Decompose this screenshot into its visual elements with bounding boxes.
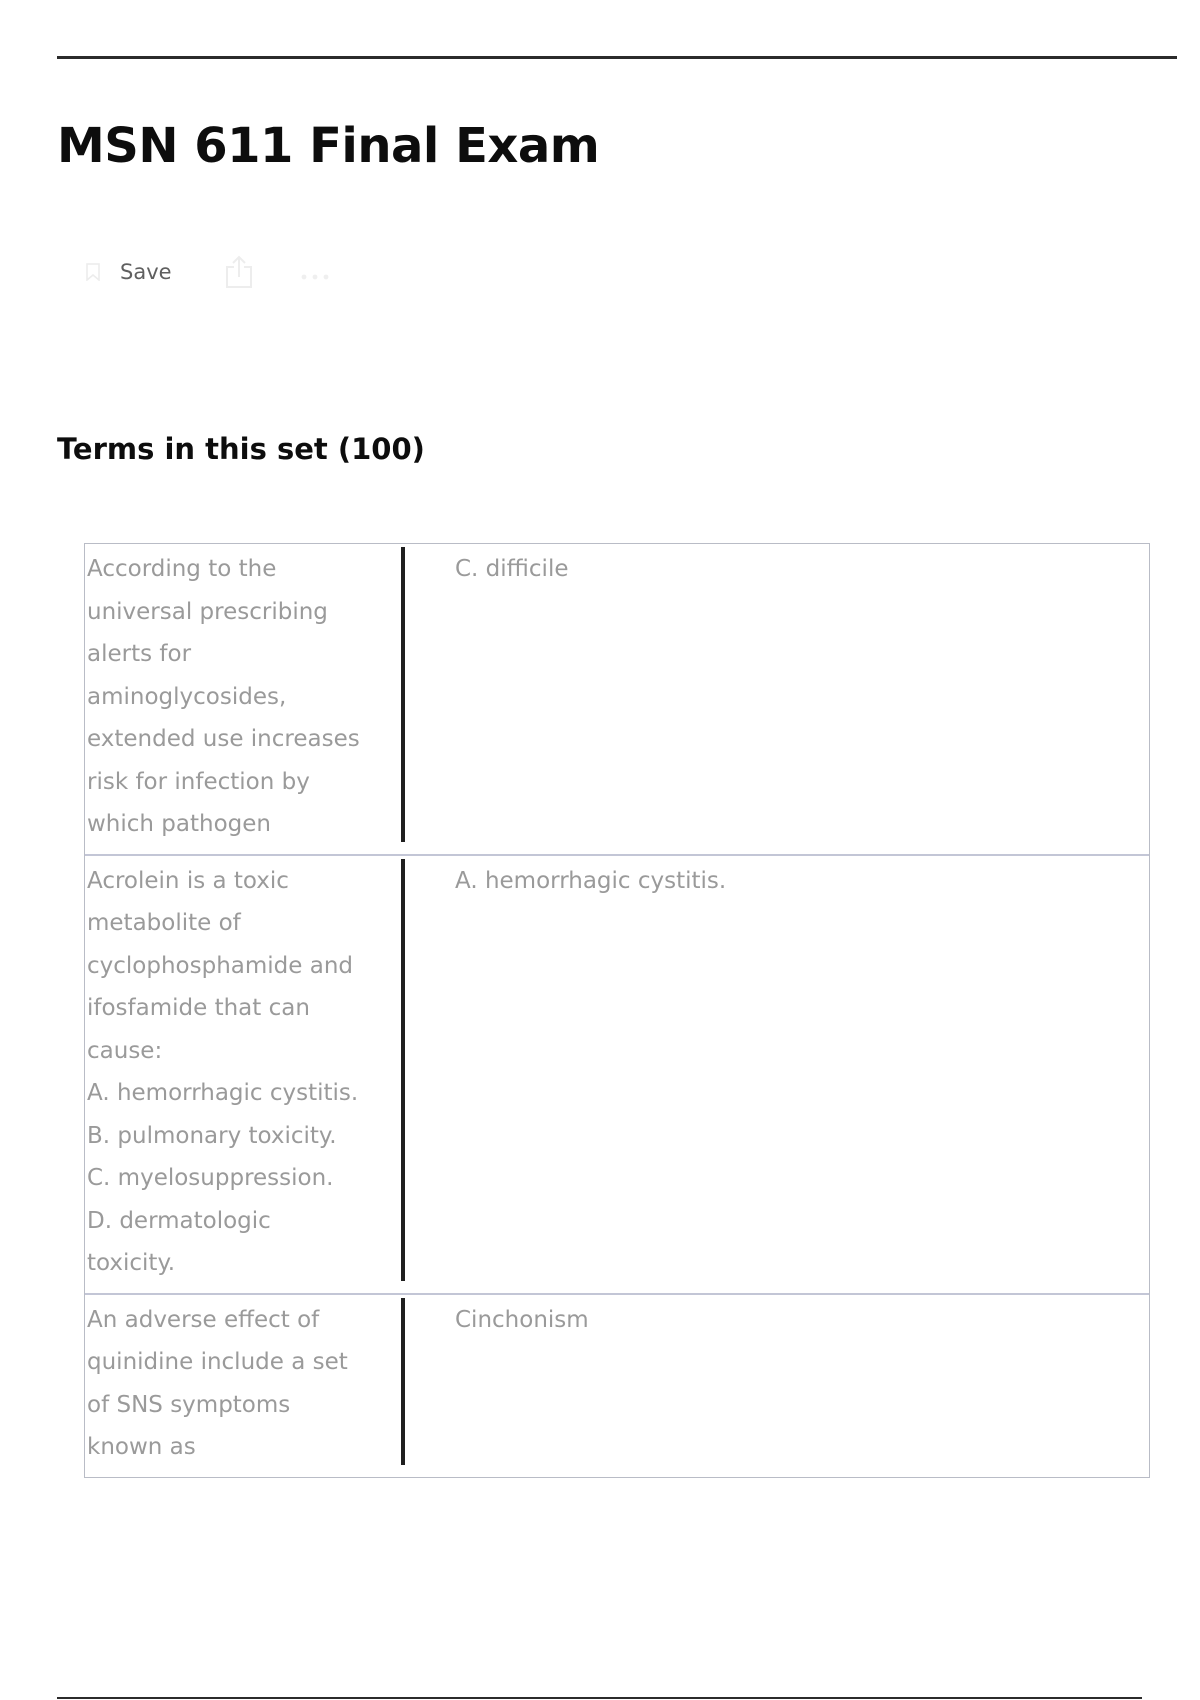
definition-text: A. hemorrhagic cystitis. <box>455 867 727 894</box>
term-text: An adverse effect of quinidine include a set of SNS symptoms known as <box>87 1306 348 1460</box>
term-row <box>85 854 1149 1293</box>
more-options-button[interactable] <box>300 267 330 277</box>
save-label: Save <box>120 260 172 284</box>
set-toolbar <box>86 254 330 290</box>
terms-heading: Terms in this set (100) <box>57 432 425 466</box>
share-button[interactable] <box>224 255 254 289</box>
term-text: According to the universal prescribing alerts for aminoglycosides, extended use increases risk for infection by which pathogen <box>87 556 360 837</box>
term-row <box>85 1293 1149 1477</box>
top-rule <box>57 56 1177 59</box>
bottom-rule <box>57 1697 1142 1699</box>
definition-text: C. difficile <box>455 556 569 582</box>
page-title: MSN 611 Final Exam <box>57 118 600 174</box>
term-row <box>85 544 1149 854</box>
more-icon <box>300 267 330 277</box>
term-text: Acrolein is a toxic metabolite of cyclophosphamide and ifosfamide that can cause: A. hemorrhagic cystitis. B. pulmonary toxicity. C. myelosuppression. D. dermatologic toxicity. <box>87 867 359 1276</box>
share-icon <box>224 255 254 289</box>
definition-text: Cinchonism <box>455 1306 589 1333</box>
save-button[interactable] <box>86 260 172 284</box>
terms-table <box>84 543 1150 1478</box>
bookmark-icon <box>86 263 100 281</box>
